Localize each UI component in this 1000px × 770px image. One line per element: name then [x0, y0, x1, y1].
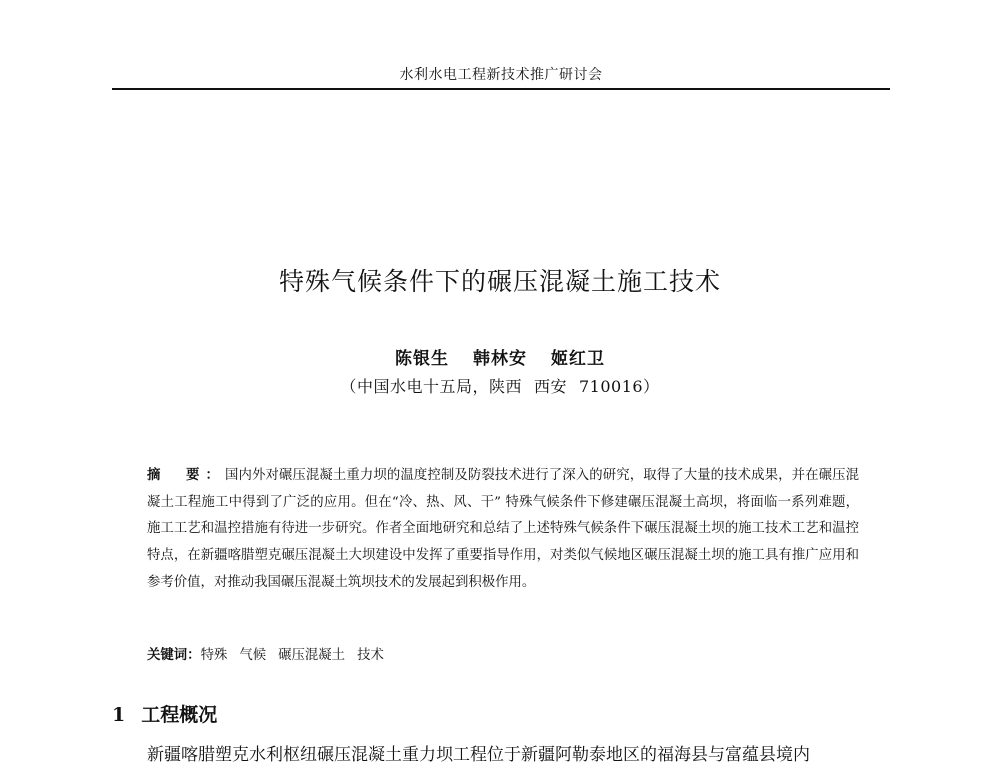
section-title: 工程概况	[141, 704, 218, 726]
body-paragraph: 新疆喀腊塑克水利枢纽碾压混凝土重力坝工程位于新疆阿勒泰地区的福海县与富蕴县境内	[147, 745, 810, 765]
running-header: 水利水电工程新技术推广研讨会	[399, 67, 603, 83]
keyword: 特殊	[200, 648, 228, 663]
affiliation-open-paren: （	[340, 377, 357, 396]
paper-title: 特殊气候条件下的碾压混凝土施工技术	[278, 267, 721, 296]
author-name: 陈银生	[395, 349, 449, 369]
author-name: 韩林安	[473, 349, 527, 369]
affiliation-org: 中国水电十五局，陕西	[356, 377, 522, 396]
author-name: 姬红卫	[551, 349, 605, 369]
keyword: 气候	[239, 648, 267, 663]
abstract-label: 摘 要：	[147, 467, 225, 483]
abstract-text: 国内外对碾压混凝土重力坝的温度控制及防裂技术进行了深入的研究，取得了大量的技术成果，并在碾压混凝土工程施工中得到了广泛的应用。但在“冷、热、风、干” 特殊气候条件下修建碾压混凝土高坝，将面临一系列难题，施工工艺和温控措施有待进一步研究。作者全面地研究和总结了上述特殊气候条件下碾压混凝土坝的施工技术工艺和温控特点，在新疆喀腊塑克碾压混凝土大坝建设中发挥了重要指导作用，对类似气候地区碾压混凝土坝的施工具有推广应用和参考价值，对推动我国碾压混凝土筑坝技术的发展起到积极作用。	[147, 468, 859, 590]
section-number: 1	[112, 704, 126, 726]
affiliation-city: 西安	[533, 377, 567, 396]
affiliation-close-paren: ）	[643, 377, 660, 396]
affiliation	[0, 374, 1000, 397]
keywords-label: 关键词：	[147, 647, 201, 663]
affiliation-postcode: 710016	[578, 377, 644, 396]
author-list	[0, 344, 1000, 369]
header-rule	[112, 88, 890, 90]
keywords	[147, 642, 859, 669]
keyword: 碾压混凝土	[278, 648, 346, 663]
keyword: 技术	[357, 648, 384, 663]
abstract	[147, 462, 859, 597]
section-heading	[112, 700, 217, 727]
